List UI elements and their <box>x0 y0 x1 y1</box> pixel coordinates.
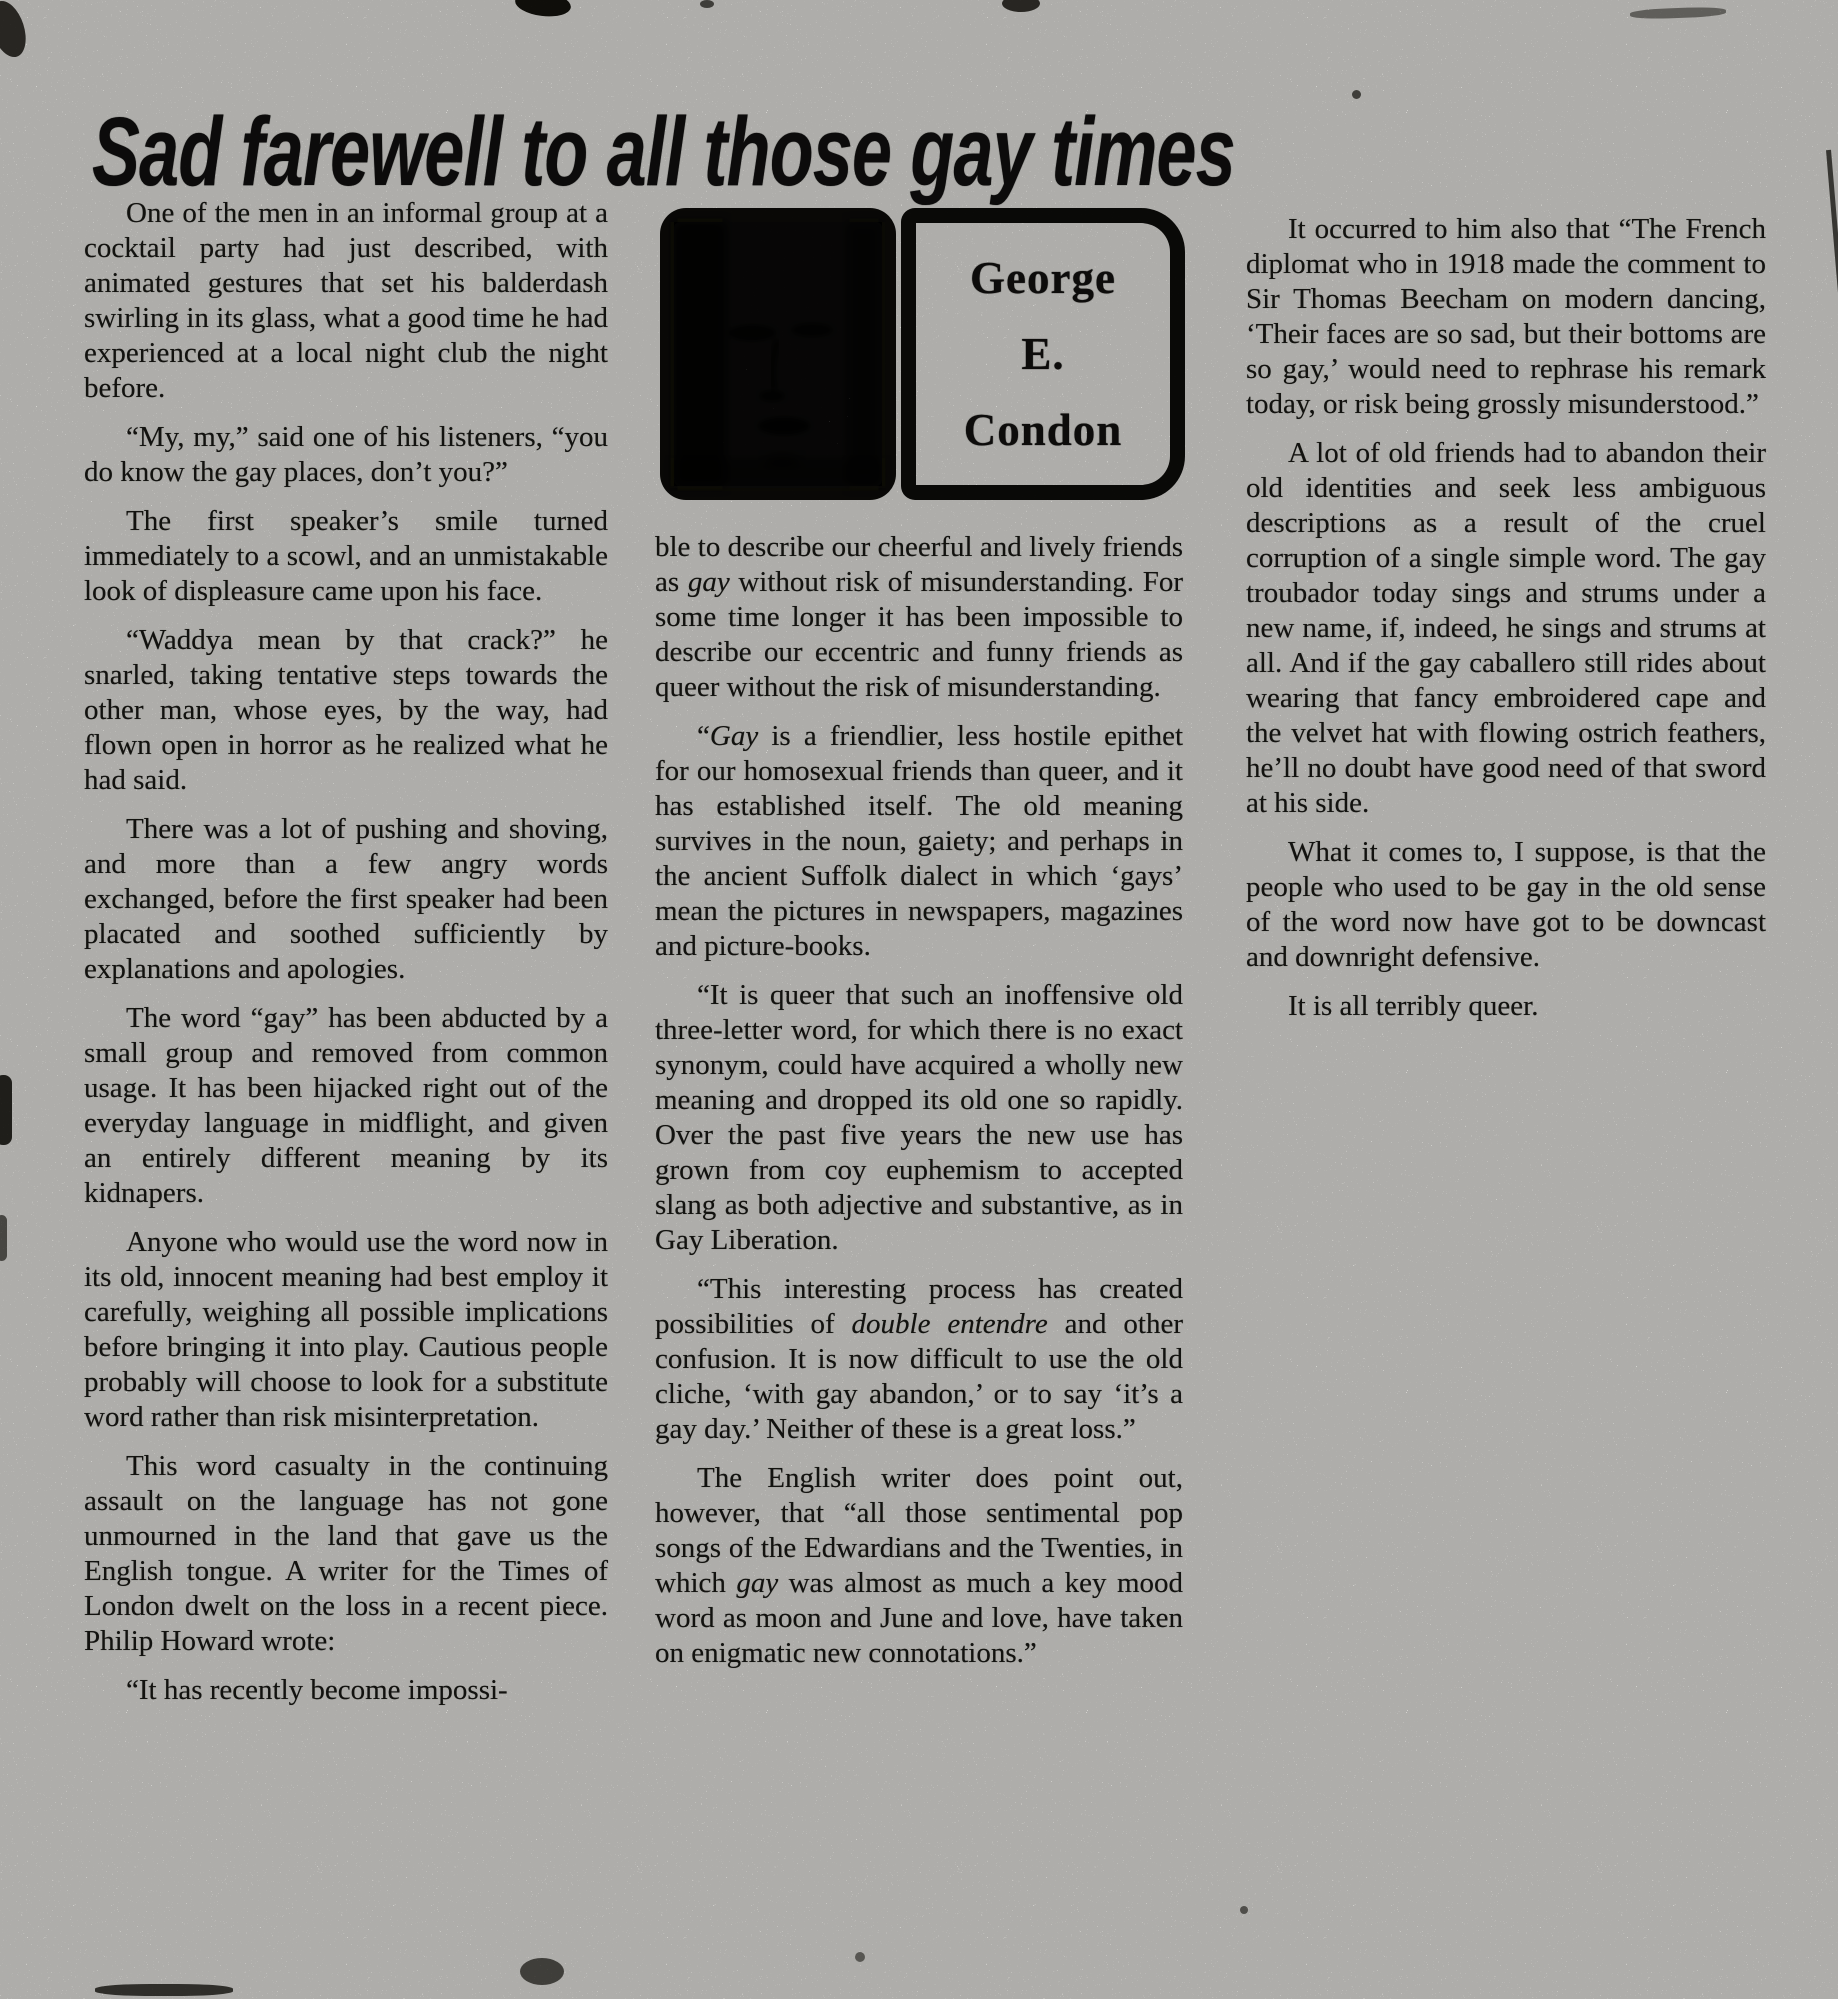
article-paragraph <box>84 623 608 798</box>
body-text: is a friendlier, less hostile epithet for our homosexual friends than queer, and it has established itself. The old meaning survives in the noun, gaiety; and perhaps in the ancient Suffolk dialect in which ‘gays’ mean the pictures in newspapers, magazines and picture-books. <box>655 720 1183 962</box>
scan-artifact <box>855 1952 865 1962</box>
italic-text: Gay <box>709 720 759 752</box>
italic-text: gay <box>736 1567 779 1599</box>
article-column-3 <box>1246 212 1766 1038</box>
byline-first-name: George <box>970 253 1116 303</box>
article-paragraph <box>84 196 608 406</box>
byline-box <box>901 208 1185 500</box>
body-text: The English writer does point out, however, that “all those sentimental pop songs of the Edwardians and the Twenties, in which <box>655 1462 1183 1599</box>
scan-artifact <box>1630 6 1726 19</box>
body-text: A lot of old friends had to abandon their old identities and seek less ambiguous descriptions as a result of the cruel corruption of a single simple word. The gay troubador today sings and strums under a new name, if, indeed, he sings and strums at all. And if the gay caballero still rides about wearing that fancy embroidered cape and the velvet hat with flowing ostrich feathers, he’ll no doubt have good need of that sword at his side. <box>1246 437 1766 819</box>
body-text: It occurred to him also that “The French diplomat who in 1918 made the comment to Sir Thomas Beecham on modern dancing, ‘Their faces are so sad, but their bottoms are so gay,’ would need to rephrase his remark today, or risk being grossly misunderstood.” <box>1246 213 1766 420</box>
body-text: “It is queer that such an inoffensive old three-letter word, for which there is no exact synonym, could have acquired a wholly new meaning and dropped its old one so rapidly. Over the past five years the new use has grown from coy euphemism to accepted slang as both adjective and substantive, as in Gay Liberation. <box>655 979 1183 1256</box>
body-text: One of the men in an informal group at a cocktail party had just described, with animated gestures that set his balderdash swirling in its glass, what a good time he had experienced at a local night club the night before. <box>84 197 608 404</box>
article-paragraph <box>84 1449 608 1659</box>
article-column-2 <box>655 530 1183 1685</box>
body-text: “It has recently become impossi- <box>126 1674 508 1706</box>
italic-text: double entendre <box>851 1308 1048 1340</box>
article-paragraph <box>655 1461 1183 1671</box>
article-paragraph <box>1246 212 1766 422</box>
body-text: This word casualty in the continuing assault on the language has not gone unmourned in the land that gave us the English tongue. A writer for the Times of London dwelt on the loss in a recent piece. Philip Howard wrote: <box>84 1450 608 1657</box>
article-paragraph <box>84 812 608 987</box>
scan-artifact <box>95 1984 233 1996</box>
article-paragraph <box>84 1001 608 1211</box>
body-text: The first speaker’s smile turned immediately to a scowl, and an unmistakable look of displeasure came upon his face. <box>84 505 608 607</box>
body-text: The word “gay” has been abducted by a small group and removed from common usage. It has been hijacked right out of the everyday language in midflight, and given an entirely different meaning by its kidnapers. <box>84 1002 608 1209</box>
byline-middle-initial: E. <box>1021 329 1065 379</box>
body-text: “My, my,” said one of his listeners, “you do know the gay places, don’t you?” <box>84 421 608 488</box>
article-paragraph <box>84 504 608 609</box>
article-column-1 <box>84 196 608 1722</box>
body-text: was almost as much a key mood word as moon and June and love, have taken on enigmatic new connotations.” <box>655 1567 1183 1669</box>
body-text: “Waddya mean by that crack?” he snarled, taking tentative steps towards the other man, whose eyes, by the way, had flown open in horror as he realized what he had said. <box>84 624 608 796</box>
body-text: and other confusion. It is now difficult to use the old cliche, ‘with gay abandon,’ or to say ‘it’s a gay day.’ Neither of these is a great loss.” <box>655 1308 1184 1445</box>
portrait-photo-icon <box>660 208 896 500</box>
article-paragraph <box>655 1272 1183 1447</box>
article-paragraph <box>84 420 608 490</box>
article-paragraph <box>655 719 1183 964</box>
article-paragraph <box>655 530 1183 705</box>
body-text: without risk of misunderstanding. For some time longer it has been impossible to describe our eccentric and funny friends as queer without the risk of misunderstanding. <box>655 566 1183 703</box>
scan-artifact <box>514 0 573 19</box>
article-paragraph <box>1246 436 1766 821</box>
body-text: There was a lot of pushing and shoving, and more than a few angry words exchanged, before the first speaker had been placated and soothed sufficiently by explanations and apologies. <box>84 813 608 985</box>
italic-text: gay <box>687 566 730 598</box>
body-text: “ <box>697 720 710 752</box>
scan-artifact <box>0 1215 7 1261</box>
article-paragraph <box>1246 989 1766 1024</box>
scan-artifact <box>700 0 714 8</box>
scan-artifact <box>0 0 32 62</box>
scan-artifact <box>1002 0 1040 12</box>
article-paragraph <box>84 1225 608 1435</box>
body-text: “This interesting process has created possibilities of <box>655 1273 1183 1340</box>
byline-last-name: Condon <box>963 405 1123 455</box>
article-paragraph <box>1246 835 1766 975</box>
article-paragraph <box>84 1673 608 1708</box>
portrait-photo <box>660 208 896 500</box>
scan-artifact <box>0 1075 12 1145</box>
body-text: What it comes to, I suppose, is that the people who used to be gay in the old sense of the word now have got to be downcast and downright defensive. <box>1246 836 1766 973</box>
scan-artifact <box>520 1958 564 1985</box>
article-paragraph <box>655 978 1183 1258</box>
scan-artifact <box>1352 90 1361 99</box>
scan-artifact <box>1826 150 1838 788</box>
body-text: It is all terribly queer. <box>1288 990 1539 1022</box>
scan-artifact <box>1240 1906 1248 1914</box>
body-text: ble to describe our cheerful and lively friends as <box>655 531 1183 598</box>
headline: Sad farewell to all those gay times <box>92 96 1235 206</box>
body-text: Anyone who would use the word now in its old, innocent meaning had best employ it carefully, weighing all possible implications before bringing it into play. Cautious people probably will choose to look for a substitute word rather than risk misinterpretation. <box>84 1226 608 1433</box>
